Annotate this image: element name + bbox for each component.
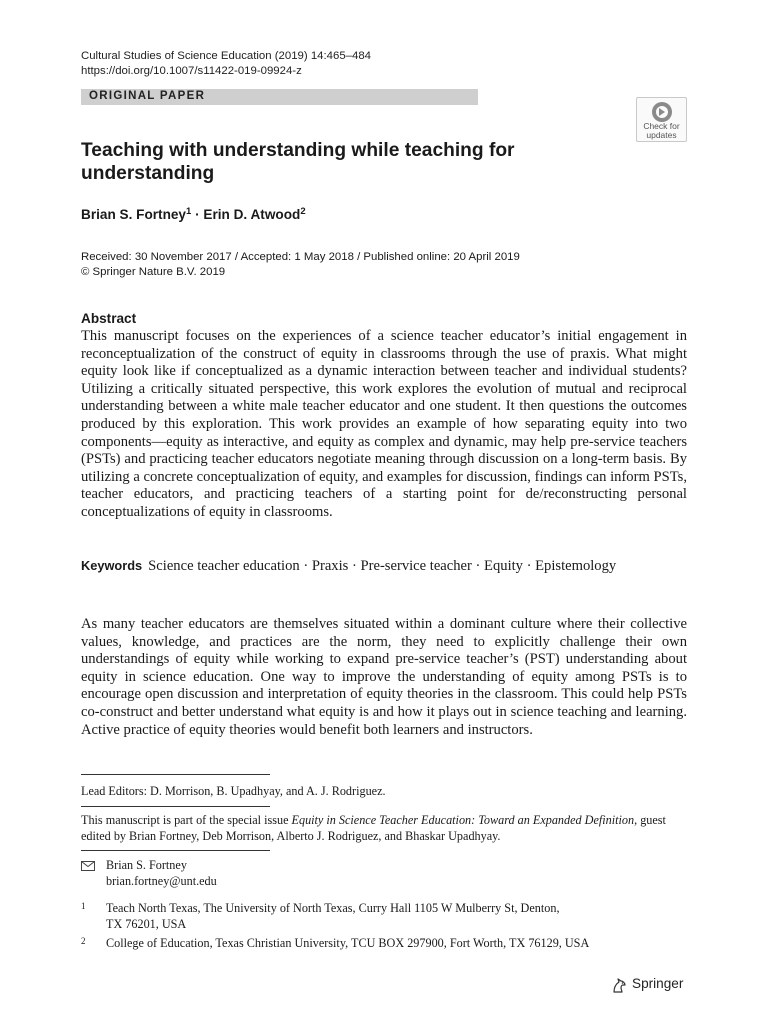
footnote-divider (81, 774, 270, 775)
check-for-updates-badge[interactable] (636, 97, 687, 142)
affiliation-1: Teach North Texas, The University of North Texas, Curry Hall 1105 W Mulberry St, Denton, TX 76201, USA (106, 901, 560, 931)
envelope-icon (81, 861, 95, 871)
corresponding-author-name: Brian S. Fortney (106, 858, 187, 872)
abstract-text: This manuscript focuses on the experiences of a science teacher educator’s initial engagement in reconceptualization of the construct of equity in classrooms through the use of praxis. What might equity look like if conceptualized as a dynamic interaction between teacher and individual students? Utilizing a critically situated perspective, this work explores the evolution of mutual and reciprocal understanding between a white male teacher educator and one student. It then questions the outcomes produced by this exploration. This work provides an example of how separating equity into two components—equity as interactive, and equity as complex and dynamic, may help pre-service teachers (PSTs) and practicing teacher educators negotiate meaning through discussion on a long-term basis. By utilizing a concrete conceptualization of equity, and examples for discussion, findings can inform PSTs, teacher educators, and practicing teachers of a starting point for de/reconstructing personal conceptualizations of equity in classrooms. (81, 328, 687, 520)
author-name[interactable]: Brian S. Fortney (81, 207, 186, 222)
affiliation-number: 1 (81, 901, 86, 911)
affiliation-number: 2 (81, 936, 86, 946)
journal-line: Cultural Studies of Science Education (2019) 14:465–484 (81, 50, 372, 62)
keywords-label: Keywords (81, 558, 143, 573)
keywords (81, 558, 616, 575)
footnote-divider (81, 806, 270, 807)
footnote-divider (81, 850, 270, 851)
check-for-updates-text: Check for updates (643, 121, 680, 140)
article-title: Teaching with understanding while teaching for understanding (81, 140, 515, 184)
journal-citation (81, 49, 371, 79)
keywords-list: Science teacher education · Praxis · Pre-service teacher · Equity · Epistemology (148, 558, 617, 574)
article-type-banner (81, 89, 478, 105)
publication-history (81, 250, 520, 280)
doi-link[interactable]: https://doi.org/10.1007/s11422-019-09924-z (81, 65, 302, 77)
editors-footnote: Lead Editors: D. Morrison, B. Upadhyay, and A. J. Rodriguez. (81, 784, 386, 798)
author-list (81, 206, 306, 222)
affiliation-2: College of Education, Texas Christian University, TCU BOX 297900, Fort Worth, TX 76129, USA (106, 936, 590, 950)
affiliation-marker: 2 (300, 206, 306, 217)
check-for-updates-icon (650, 101, 674, 123)
corresponding-author (106, 857, 217, 889)
publisher-name: Springer (632, 976, 684, 991)
special-issue-footnote: This manuscript is part of the special issue Equity in Science Teacher Education: Toward an Expanded Definition, guest edited by Brian Fortney, Deb Morrison, Alberto J. Rodriguez, and Bhaskar Upadhyay. (81, 813, 666, 843)
affiliation-marker: 1 (186, 206, 192, 217)
author-name[interactable]: Erin D. Atwood (203, 207, 301, 222)
dates-line: Received: 30 November 2017 / Accepted: 1 May 2018 / Published online: 20 April 2019 (81, 251, 520, 263)
corresponding-author-email[interactable]: brian.fortney@unt.edu (106, 874, 217, 888)
intro-paragraph: As many teacher educators are themselves situated within a dominant culture where their collective values, knowledge, and practices are the norm, they need to explicitly challenge their own understandings of equity while working to expand pre-service teacher’s (PST) understanding about equity in science education. One way to improve the understanding of equity among PSTs is to encourage open discussion and interpretation of equity theories in the classroom. This could help PSTs co-construct and better understand what equity is and how it plays out in science teaching and learning. Active practice of equity theories would benefit both learners and instructors. (81, 616, 687, 738)
special-issue-title: Equity in Science Teacher Education: Toward an Expanded Definition (291, 813, 635, 827)
abstract-heading: Abstract (81, 311, 137, 326)
article-type-label: ORIGINAL PAPER (89, 90, 206, 102)
copyright-line: © Springer Nature B.V. 2019 (81, 266, 226, 278)
springer-horse-icon (610, 976, 628, 994)
author-separator: · (191, 207, 204, 222)
